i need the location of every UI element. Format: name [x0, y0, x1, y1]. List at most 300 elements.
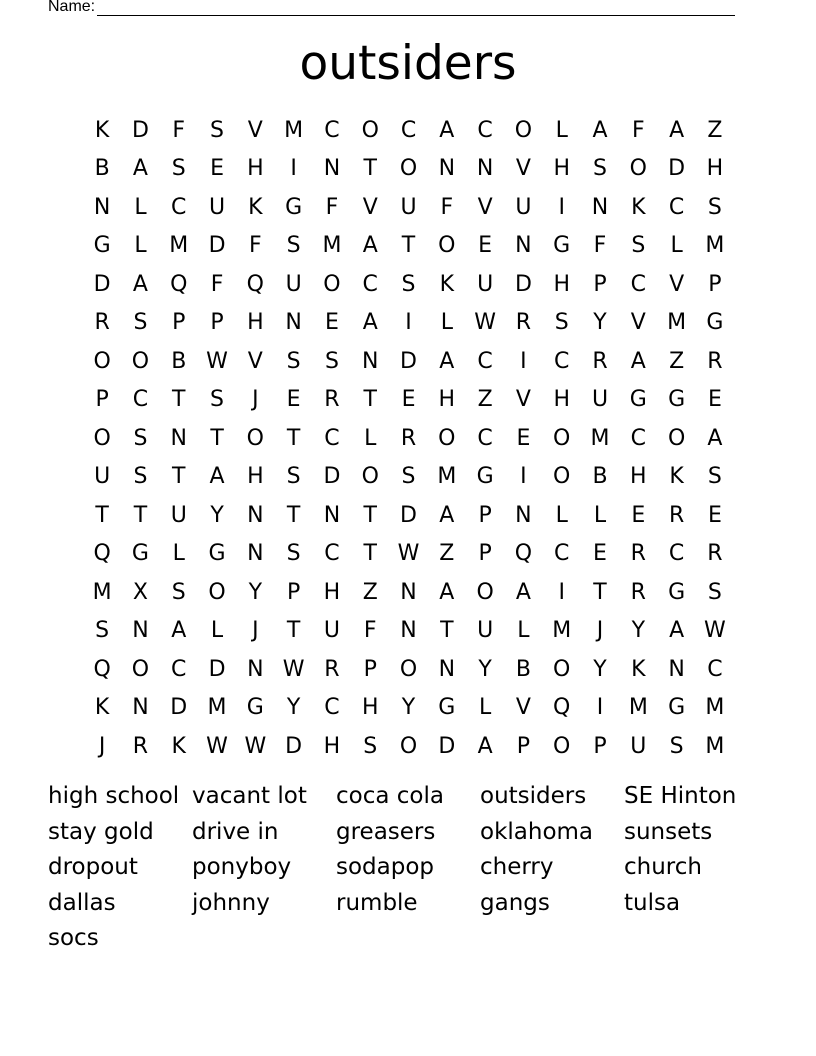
grid-letter: U: [630, 733, 647, 759]
grid-letter: O: [667, 425, 686, 451]
grid-letter: C: [362, 271, 378, 297]
grid-letter: Y: [248, 579, 263, 605]
grid-letter: M: [667, 310, 687, 336]
grid-letter: E: [210, 156, 224, 182]
grid-letter: D: [323, 464, 341, 490]
grid-letter: C: [477, 117, 493, 143]
grid-letter: L: [134, 194, 147, 220]
grid-letter: G: [668, 695, 686, 721]
word-list-item: high school: [48, 783, 180, 809]
grid-letter: N: [515, 233, 532, 259]
grid-letter: S: [554, 310, 569, 336]
grid-letter: H: [361, 695, 379, 721]
word-list-item: stay gold: [48, 818, 154, 845]
grid-letter: N: [515, 502, 532, 528]
grid-letter: T: [363, 541, 377, 567]
grid-letter: H: [323, 733, 341, 759]
grid-letter: N: [247, 656, 264, 682]
grid-letter: G: [553, 233, 571, 259]
grid-letter: M: [590, 425, 610, 451]
grid-letter: K: [248, 194, 263, 220]
grid-letter: E: [286, 387, 301, 413]
grid-letter: L: [210, 618, 224, 644]
grid-letter: L: [555, 117, 568, 143]
grid-letter: S: [707, 464, 722, 490]
grid-letter: Q: [93, 656, 111, 682]
name-label: Name:: [48, 0, 96, 15]
grid-letter: S: [363, 733, 378, 759]
grid-letter: M: [628, 695, 648, 721]
grid-letter: G: [208, 541, 226, 567]
grid-letter: T: [286, 502, 301, 528]
grid-letter: A: [592, 117, 608, 143]
grid-letter: H: [630, 464, 647, 490]
grid-letter: Y: [286, 695, 301, 721]
grid-letter: H: [706, 156, 724, 182]
grid-letter: Q: [93, 541, 111, 567]
grid-letter: A: [669, 117, 685, 143]
grid-letter: O: [438, 425, 456, 451]
grid-letter: H: [553, 156, 570, 182]
grid-letter: K: [631, 194, 646, 220]
grid-letter: S: [707, 579, 722, 605]
grid-letter: S: [707, 194, 722, 220]
grid-letter: S: [210, 117, 225, 143]
grid-letter: Q: [553, 695, 571, 721]
grid-letter: R: [515, 310, 532, 336]
grid-letter: Z: [362, 579, 378, 605]
grid-letter: N: [132, 695, 149, 721]
grid-letter: T: [95, 502, 109, 528]
grid-letter: S: [133, 425, 148, 451]
grid-letter: O: [208, 579, 226, 605]
grid-letter: I: [520, 464, 527, 490]
grid-letter: M: [284, 117, 304, 143]
grid-letter: O: [131, 348, 150, 374]
grid-letter: C: [171, 656, 187, 682]
grid-letter: P: [363, 656, 377, 682]
grid-letter: C: [400, 117, 417, 143]
grid-letter: U: [323, 618, 340, 644]
grid-letter: P: [593, 733, 607, 759]
grid-letter: F: [593, 233, 607, 259]
word-list-item: church: [624, 854, 702, 880]
name-field: [48, 0, 735, 16]
grid-letter: G: [438, 695, 456, 721]
grid-letter: L: [364, 425, 377, 451]
word-list-item: oklahoma: [480, 818, 594, 845]
grid-letter: T: [286, 425, 301, 451]
page-title: outsiders: [299, 36, 517, 91]
grid-letter: K: [631, 656, 646, 682]
grid-letter: S: [401, 464, 416, 490]
word-list-item: vacant lot: [192, 783, 307, 809]
grid-letter: C: [554, 348, 570, 374]
grid-letter: M: [705, 695, 725, 721]
grid-letter: S: [171, 579, 186, 605]
grid-letter: U: [94, 464, 111, 490]
grid-letter: G: [246, 695, 264, 721]
grid-letter: B: [94, 156, 110, 182]
grid-letter: N: [285, 310, 302, 336]
word-list-item: dropout: [48, 854, 138, 880]
grid-letter: N: [668, 656, 685, 682]
grid-letter: O: [629, 156, 647, 182]
grid-letter: N: [247, 502, 264, 528]
grid-letter: H: [323, 579, 341, 605]
grid-letter: R: [630, 579, 646, 605]
grid-letter: W: [206, 348, 228, 374]
grid-letter: N: [170, 425, 187, 451]
grid-letter: Y: [631, 618, 646, 644]
grid-letter: S: [286, 541, 301, 567]
grid-letter: O: [323, 271, 341, 297]
grid-letter: E: [593, 541, 607, 567]
grid-letter: D: [400, 348, 417, 374]
grid-letter: W: [244, 733, 267, 759]
grid-letter: U: [285, 271, 302, 297]
grid-letter: M: [322, 233, 342, 259]
grid-letter: S: [171, 156, 186, 182]
grid-letter: U: [591, 387, 609, 413]
grid-letter: D: [131, 117, 149, 143]
grid-letter: L: [593, 502, 607, 528]
grid-letter: M: [437, 464, 457, 490]
grid-letter: T: [210, 425, 224, 451]
grid-letter: V: [515, 695, 531, 721]
word-list: [48, 779, 768, 957]
grid-letter: O: [514, 117, 533, 143]
grid-letter: Y: [401, 695, 416, 721]
grid-letter: T: [363, 387, 377, 413]
grid-letter: V: [515, 387, 531, 413]
grid-letter: P: [210, 310, 224, 336]
grid-letter: A: [362, 310, 378, 336]
grid-letter: D: [208, 656, 226, 682]
grid-letter: T: [363, 156, 377, 182]
grid-letter: C: [707, 656, 723, 682]
word-list-item: ponyboy: [192, 854, 292, 880]
grid-letter: V: [515, 156, 531, 182]
grid-letter: N: [93, 194, 111, 220]
grid-letter: Z: [707, 117, 723, 143]
grid-letter: N: [591, 194, 609, 220]
grid-letter: A: [362, 233, 378, 259]
grid-letter: O: [438, 233, 456, 259]
grid-letter: O: [361, 464, 379, 490]
grid-letter: M: [552, 618, 572, 644]
grid-letter: K: [94, 695, 110, 721]
grid-letter: I: [558, 194, 565, 220]
grid-letter: A: [707, 425, 723, 451]
grid-letter: L: [670, 233, 683, 259]
grid-letter: A: [209, 464, 225, 490]
grid-letter: S: [286, 348, 301, 374]
grid-letter: R: [324, 656, 340, 682]
letter-grid: [83, 111, 734, 766]
grid-letter: C: [668, 194, 685, 220]
grid-letter: G: [285, 194, 303, 220]
grid-letter: N: [476, 156, 494, 182]
grid-letter: S: [631, 233, 646, 259]
grid-letter: S: [133, 310, 148, 336]
grid-letter: S: [401, 271, 416, 297]
word-list-item: sunsets: [624, 818, 713, 845]
grid-letter: F: [249, 233, 262, 259]
grid-letter: D: [514, 271, 532, 297]
grid-letter: O: [399, 156, 418, 182]
grid-letter: V: [362, 194, 378, 220]
grid-letter: H: [247, 156, 264, 182]
grid-letter: H: [553, 271, 570, 297]
grid-letter: N: [400, 579, 417, 605]
word-list-item: johnny: [192, 889, 270, 916]
word-list-item: SE Hinton: [624, 783, 737, 809]
grid-letter: K: [94, 117, 110, 143]
grid-letter: H: [247, 310, 264, 336]
grid-letter: T: [286, 618, 301, 644]
grid-letter: C: [477, 348, 493, 374]
word-list-item: gangs: [480, 889, 550, 916]
grid-letter: K: [171, 733, 186, 759]
word-list-item: socs: [48, 925, 99, 951]
grid-letter: W: [704, 618, 726, 644]
grid-letter: A: [669, 618, 685, 644]
grid-letter: R: [132, 733, 149, 759]
grid-letter: F: [440, 194, 454, 220]
grid-letter: D: [170, 695, 188, 721]
grid-letter: C: [324, 425, 340, 451]
grid-letter: U: [515, 194, 532, 220]
grid-letter: J: [252, 618, 259, 644]
grid-letter: V: [477, 194, 493, 220]
grid-letter: E: [707, 502, 722, 528]
grid-letter: L: [172, 541, 185, 567]
grid-letter: H: [438, 387, 456, 413]
grid-letter: S: [593, 156, 607, 182]
grid-letter: Q: [170, 271, 188, 297]
grid-letter: S: [286, 464, 301, 490]
grid-letter: D: [285, 733, 303, 759]
grid-letter: A: [477, 733, 493, 759]
grid-letter: T: [440, 618, 454, 644]
grid-letter: O: [553, 656, 571, 682]
grid-letter: H: [553, 387, 570, 413]
grid-letter: I: [596, 695, 604, 721]
grid-letter: I: [558, 579, 565, 605]
grid-letter: C: [630, 271, 646, 297]
grid-letter: A: [630, 348, 646, 374]
grid-letter: G: [668, 387, 686, 413]
grid-letter: N: [400, 618, 417, 644]
grid-letter: J: [98, 733, 106, 759]
grid-letter: P: [708, 271, 722, 297]
grid-letter: C: [554, 541, 570, 567]
grid-letter: M: [705, 233, 725, 259]
grid-letter: O: [399, 733, 418, 759]
grid-letter: I: [520, 348, 527, 374]
grid-letter: A: [439, 579, 455, 605]
grid-letter: M: [705, 733, 725, 759]
grid-letter: N: [438, 156, 456, 182]
grid-letter: V: [247, 117, 263, 143]
grid-letter: B: [171, 348, 187, 374]
grid-letter: C: [324, 695, 340, 721]
grid-letter: D: [438, 733, 456, 759]
word-list-item: greasers: [336, 818, 436, 845]
word-list-item: rumble: [336, 889, 418, 916]
grid-letter: L: [555, 502, 568, 528]
grid-letter: G: [706, 310, 724, 336]
grid-letter: W: [474, 310, 496, 336]
grid-letter: W: [397, 541, 420, 567]
grid-letter: E: [707, 387, 722, 413]
grid-letter: R: [592, 348, 608, 374]
grid-letter: N: [247, 541, 264, 567]
grid-letter: S: [95, 618, 110, 644]
grid-letter: D: [400, 502, 417, 528]
grid-letter: U: [400, 194, 417, 220]
grid-letter: A: [439, 117, 455, 143]
grid-letter: T: [593, 579, 607, 605]
grid-letter: J: [596, 618, 604, 644]
grid-letter: O: [131, 656, 150, 682]
grid-letter: P: [172, 310, 186, 336]
grid-letter: P: [478, 502, 492, 528]
grid-letter: Z: [477, 387, 493, 413]
grid-letter: W: [282, 656, 305, 682]
grid-letter: R: [630, 541, 646, 567]
grid-letter: I: [290, 156, 297, 182]
grid-letter: F: [210, 271, 224, 297]
grid-letter: M: [207, 695, 227, 721]
grid-letter: S: [210, 387, 225, 413]
grid-letter: M: [92, 579, 112, 605]
grid-letter: L: [134, 233, 147, 259]
grid-letter: E: [516, 425, 531, 451]
grid-letter: F: [363, 618, 377, 644]
grid-letter: P: [95, 387, 109, 413]
grid-letter: C: [630, 425, 646, 451]
word-list-item: outsiders: [480, 783, 587, 809]
grid-letter: Z: [669, 348, 685, 374]
grid-letter: S: [324, 348, 339, 374]
grid-letter: T: [363, 502, 377, 528]
grid-letter: D: [668, 156, 686, 182]
grid-letter: N: [132, 618, 149, 644]
word-list-item: coca cola: [336, 783, 444, 809]
grid-letter: T: [401, 233, 416, 259]
grid-letter: O: [553, 464, 571, 490]
grid-letter: Y: [478, 656, 492, 682]
grid-letter: G: [131, 541, 149, 567]
grid-letter: L: [517, 618, 530, 644]
grid-letter: O: [476, 579, 494, 605]
grid-letter: N: [438, 656, 456, 682]
grid-letter: O: [399, 656, 418, 682]
grid-letter: R: [400, 425, 417, 451]
grid-letter: J: [252, 387, 259, 413]
grid-letter: D: [208, 233, 226, 259]
grid-letter: A: [439, 502, 455, 528]
grid-letter: Y: [593, 310, 607, 336]
grid-letter: E: [478, 233, 493, 259]
grid-letter: L: [478, 695, 492, 721]
grid-letter: G: [629, 387, 647, 413]
grid-letter: C: [324, 541, 340, 567]
grid-letter: Y: [593, 656, 607, 682]
grid-letter: R: [324, 387, 340, 413]
grid-letter: C: [668, 541, 685, 567]
grid-letter: B: [592, 464, 608, 490]
grid-letter: S: [286, 233, 301, 259]
grid-letter: A: [171, 618, 187, 644]
word-list-item: cherry: [480, 854, 554, 880]
grid-letter: D: [93, 271, 111, 297]
grid-letter: I: [405, 310, 412, 336]
grid-letter: G: [668, 579, 686, 605]
grid-letter: Z: [439, 541, 455, 567]
grid-letter: S: [669, 733, 684, 759]
grid-letter: C: [324, 117, 340, 143]
grid-letter: T: [133, 502, 148, 528]
grid-letter: N: [323, 156, 341, 182]
grid-letter: P: [478, 541, 492, 567]
grid-letter: U: [477, 271, 494, 297]
grid-letter: Q: [246, 271, 264, 297]
grid-letter: A: [132, 156, 148, 182]
word-list-item: tulsa: [624, 889, 681, 916]
grid-letter: P: [516, 733, 531, 759]
grid-letter: K: [669, 464, 684, 490]
grid-letter: X: [132, 579, 148, 605]
grid-letter: O: [93, 425, 111, 451]
grid-letter: P: [593, 271, 607, 297]
grid-letter: O: [361, 117, 379, 143]
grid-letter: T: [172, 464, 186, 490]
grid-letter: R: [707, 541, 723, 567]
grid-letter: N: [323, 502, 341, 528]
grid-letter: G: [93, 233, 111, 259]
grid-letter: E: [324, 310, 339, 336]
grid-letter: O: [246, 425, 264, 451]
grid-letter: V: [247, 348, 263, 374]
grid-letter: U: [477, 618, 494, 644]
word-list-item: sodapop: [336, 854, 435, 880]
grid-letter: O: [93, 348, 111, 374]
grid-letter: H: [247, 464, 264, 490]
grid-letter: A: [439, 348, 455, 374]
grid-letter: R: [668, 502, 685, 528]
grid-letter: C: [171, 194, 187, 220]
word-list-item: dallas: [48, 889, 116, 916]
grid-letter: Y: [210, 502, 224, 528]
grid-letter: R: [707, 348, 723, 374]
grid-letter: M: [169, 233, 189, 259]
grid-letter: G: [476, 464, 494, 490]
grid-letter: F: [631, 117, 645, 143]
grid-letter: K: [439, 271, 455, 297]
word-list-item: drive in: [192, 818, 279, 845]
grid-letter: S: [133, 464, 148, 490]
grid-letter: A: [132, 271, 148, 297]
grid-letter: C: [132, 387, 149, 413]
grid-letter: E: [631, 502, 646, 528]
grid-letter: F: [172, 117, 186, 143]
grid-letter: B: [515, 656, 531, 682]
grid-letter: E: [401, 387, 416, 413]
grid-letter: F: [325, 194, 339, 220]
